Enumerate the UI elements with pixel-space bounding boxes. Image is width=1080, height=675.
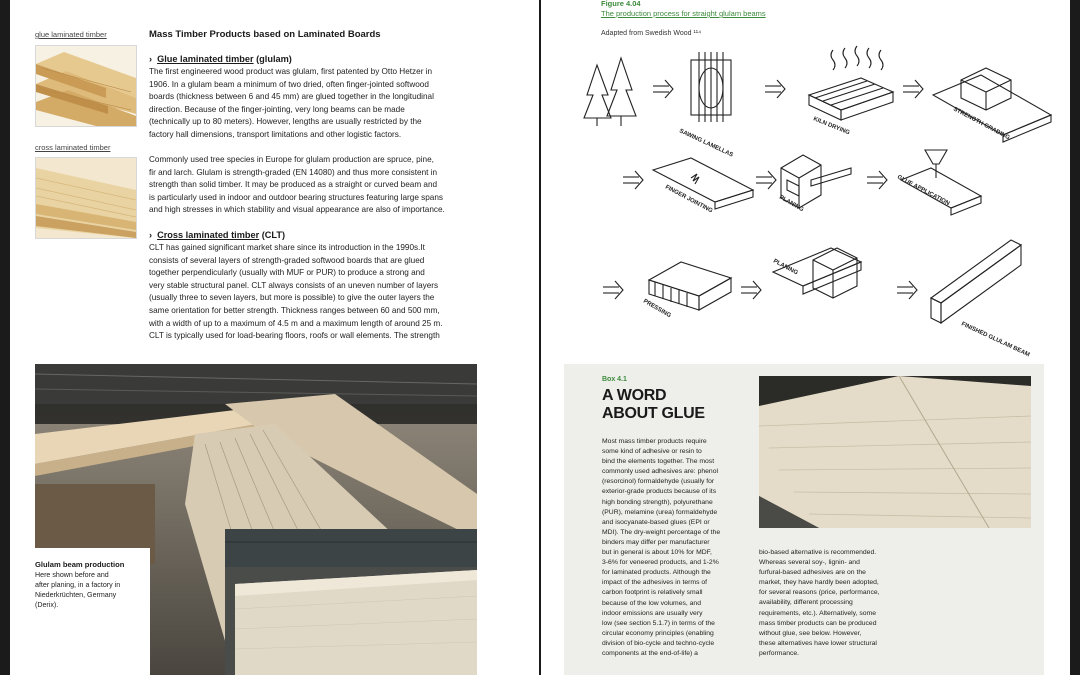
trees-icon: [584, 58, 636, 126]
glue-info-box: [564, 364, 1044, 675]
text-line: Commonly used tree species in Europe for glulam production are spruce, pine,: [149, 155, 434, 164]
label-kiln: KILN DRYING: [812, 116, 851, 137]
text-line: direction. Because of the finger-jointing, very long beams can be made: [149, 104, 405, 114]
text-line: (usually three to seven layers, but more is possible) to give the outer layers the: [149, 293, 435, 303]
text-line: for laminated products. Although the: [602, 569, 711, 577]
planing-icon: [773, 248, 861, 298]
text-line: indoor emissions are usually very: [602, 609, 703, 617]
text-line: CLT is typically used for load-bearing floors, roofs or wall elements. The strength: [149, 331, 440, 341]
figure-number: Figure 4.04: [601, 0, 641, 8]
text-line: boards (thickness between 6 and 45 mm) are glued together in the longitudinal: [149, 92, 434, 102]
box-label: Box 4.1: [602, 376, 627, 383]
text-line: The first engineered wood product was glulam, first patented by Otto Hetzer in: [149, 67, 433, 76]
process-arrow-icon: [897, 281, 917, 299]
box-title-line: ABOUT GLUE: [602, 405, 705, 422]
text-line: Here shown before and: [35, 571, 109, 579]
clt-thumbnail-image: [36, 158, 136, 238]
process-arrow-icon: [653, 80, 673, 98]
clt-panel-photo-image: [759, 376, 1031, 528]
box-column-2: [759, 548, 880, 659]
text-line: and high stresses in which stability and visual appearance are also of importance.: [149, 205, 445, 215]
kiln-drying-icon: [809, 46, 893, 120]
text-line: circular economy principles (enabling: [602, 629, 714, 637]
clt-paragraph: [149, 242, 443, 343]
process-arrow-icon: [623, 171, 643, 189]
figure-source: Adapted from Swedish Wood ¹¹⁴: [601, 30, 702, 37]
text-line: factory hall dimensions, transport limitations and other logistic factors.: [149, 129, 402, 139]
left-page: [10, 0, 539, 675]
text-line: without glue, see below. However,: [759, 629, 862, 637]
text-line: Niederkrüchten, Germany: [35, 591, 117, 599]
chevron-right-icon: ›: [149, 54, 153, 64]
text-line: for several reasons (price, performance,: [759, 589, 880, 597]
text-line: high bonding strength), polyurethane: [602, 498, 713, 506]
text-line: 3-6% for veneered products, and 1-2%: [602, 559, 719, 567]
text-line: some kind of adhesive or resin to: [602, 448, 702, 456]
text-line: after planing, in a factory in: [35, 581, 121, 589]
section-title: Mass Timber Products based on Laminated Boards: [149, 29, 381, 40]
text-line: performance.: [759, 649, 800, 657]
text-line: with a width of up to a maximum of 4.5 m and a maximum length of around 25 m.: [149, 318, 443, 328]
text-line: 1906. In a glulam beam a minimum of two dried, often finger-jointed softwood: [149, 79, 429, 89]
text-line: (Derix).: [35, 601, 59, 609]
label-pressing: PRESSING: [642, 298, 672, 320]
process-arrow-icon: [765, 80, 785, 98]
finished-beam-icon: [931, 240, 1021, 323]
clt-heading-main: Cross laminated timber: [157, 230, 260, 240]
process-arrow-icon: [756, 171, 776, 189]
text-line: availability, different processing: [759, 599, 853, 607]
text-line: together perpendicularly (usually with MUF or PUR) to produce a strong and: [149, 268, 425, 278]
text-line: strength than solid timber. It may be produced as a straight or curved beam and: [149, 180, 438, 190]
label-finished: FINISHED GLULAM BEAM: [960, 321, 1031, 359]
chevron-right-icon: ›: [149, 230, 153, 240]
process-arrow-icon: [741, 281, 761, 299]
glulam-paragraph-1: [149, 66, 434, 142]
sawing-icon: [691, 52, 731, 122]
finger-jointing-icon: [653, 158, 753, 209]
text-line: but in general is about 10% for MDF,: [602, 549, 712, 557]
glulam-thumbnail-image: [36, 46, 136, 126]
box-title: [602, 387, 742, 423]
text-line: market, they have hardly been adopted,: [759, 579, 879, 587]
text-line: low (see section 5.1.7) in terms of the: [602, 619, 715, 627]
thumb2-caption: cross laminated timber: [35, 143, 111, 152]
text-line: these alternatives have lower structural: [759, 639, 877, 647]
glulam-heading: [149, 54, 292, 64]
glulam-process-diagram: [541, 40, 1070, 360]
clt-thumbnail: [35, 157, 137, 239]
text-line: and isocyanate-based glues (EPI or: [602, 518, 710, 526]
right-page: [541, 0, 1070, 675]
label-planing-1: PLANING: [778, 194, 805, 214]
text-line: same orientation for better strength. Thickness ranges between 60 and 500 mm,: [149, 305, 440, 315]
photo-caption-title: Glulam beam production: [35, 560, 125, 569]
box-title-line: A WORD: [602, 387, 667, 404]
process-arrow-icon: [903, 80, 923, 98]
label-finger: FINGER JOINTING: [664, 184, 714, 215]
label-glue: GLUE APPLICATION: [896, 174, 951, 208]
process-arrow-icon: [603, 281, 623, 299]
text-line: requirements, etc.). Alternatively, some: [759, 609, 876, 617]
glulam-thumbnail: [35, 45, 137, 127]
text-line: CLT has gained significant market share since its introduction in the 1990s.It: [149, 243, 425, 252]
process-arrow-icon: [867, 171, 887, 189]
text-line: fir and larch. Glulam is strength-graded (EN 14080) and thus more consistent in: [149, 167, 438, 177]
text-line: exterior-grade products because of its: [602, 488, 717, 496]
text-line: binders may differ per manufacturer: [602, 538, 710, 546]
text-line: carbon footprint is relatively small: [602, 589, 703, 597]
text-line: bio-based alternative is recommended.: [759, 549, 877, 556]
photo-caption-panel: [35, 548, 150, 675]
label-strength: STRENGTH GRADING: [952, 106, 1011, 142]
text-line: is particularly used in indoor and outdoor bearing structures featuring large spans: [149, 192, 444, 202]
text-line: very stable structural panel. CLT always consists of an uneven number of layers: [149, 280, 439, 290]
box-column-1: [602, 437, 720, 659]
label-planing-2: PLANING: [772, 258, 799, 277]
glulam-heading-main: Glue laminated timber: [157, 54, 254, 64]
text-line: MDI). The dry-weight percentage of the: [602, 528, 721, 536]
thumb1-caption: glue laminated timber: [35, 30, 107, 39]
glulam-paragraph-2: [149, 154, 445, 217]
text-line: Whereas several soy-, lignin- and: [759, 559, 860, 567]
text-line: impact of the adhesives in terms of: [602, 579, 708, 587]
text-line: furfural-based adhesives are on the: [759, 569, 866, 577]
glulam-heading-suffix: (glulam): [253, 54, 292, 64]
text-line: division of bio-cycle and techno-cycle: [602, 639, 715, 647]
text-line: because of the low volumes, and: [602, 599, 701, 607]
photo-caption-text: [35, 570, 120, 610]
text-line: commonly used adhesives are: phenol: [602, 468, 718, 476]
text-line: (resorcinol) formaldehyde (usually for: [602, 478, 715, 486]
text-line: components at the end-of-life) a: [602, 649, 698, 657]
clt-heading: [149, 230, 285, 240]
figure-title: The production process for straight glulam beams: [601, 9, 766, 18]
text-line: (technically up to 80 meters). However, lengths are usually restricted by the: [149, 117, 422, 127]
label-sawing: SAWING LAMELLAS: [678, 128, 734, 159]
text-line: consists of several layers of strength-graded softwood boards that are glued: [149, 255, 425, 265]
text-line: (PUR), melamine (urea) formaldehyde: [602, 508, 718, 516]
pressing-icon: [649, 262, 731, 310]
text-line: mass timber products can be produced: [759, 619, 877, 627]
text-line: bind the elements together. The most: [602, 458, 715, 466]
text-line: Most mass timber products require: [602, 438, 707, 445]
clt-panel-photo: [759, 376, 1031, 528]
clt-heading-suffix: (CLT): [259, 230, 286, 240]
